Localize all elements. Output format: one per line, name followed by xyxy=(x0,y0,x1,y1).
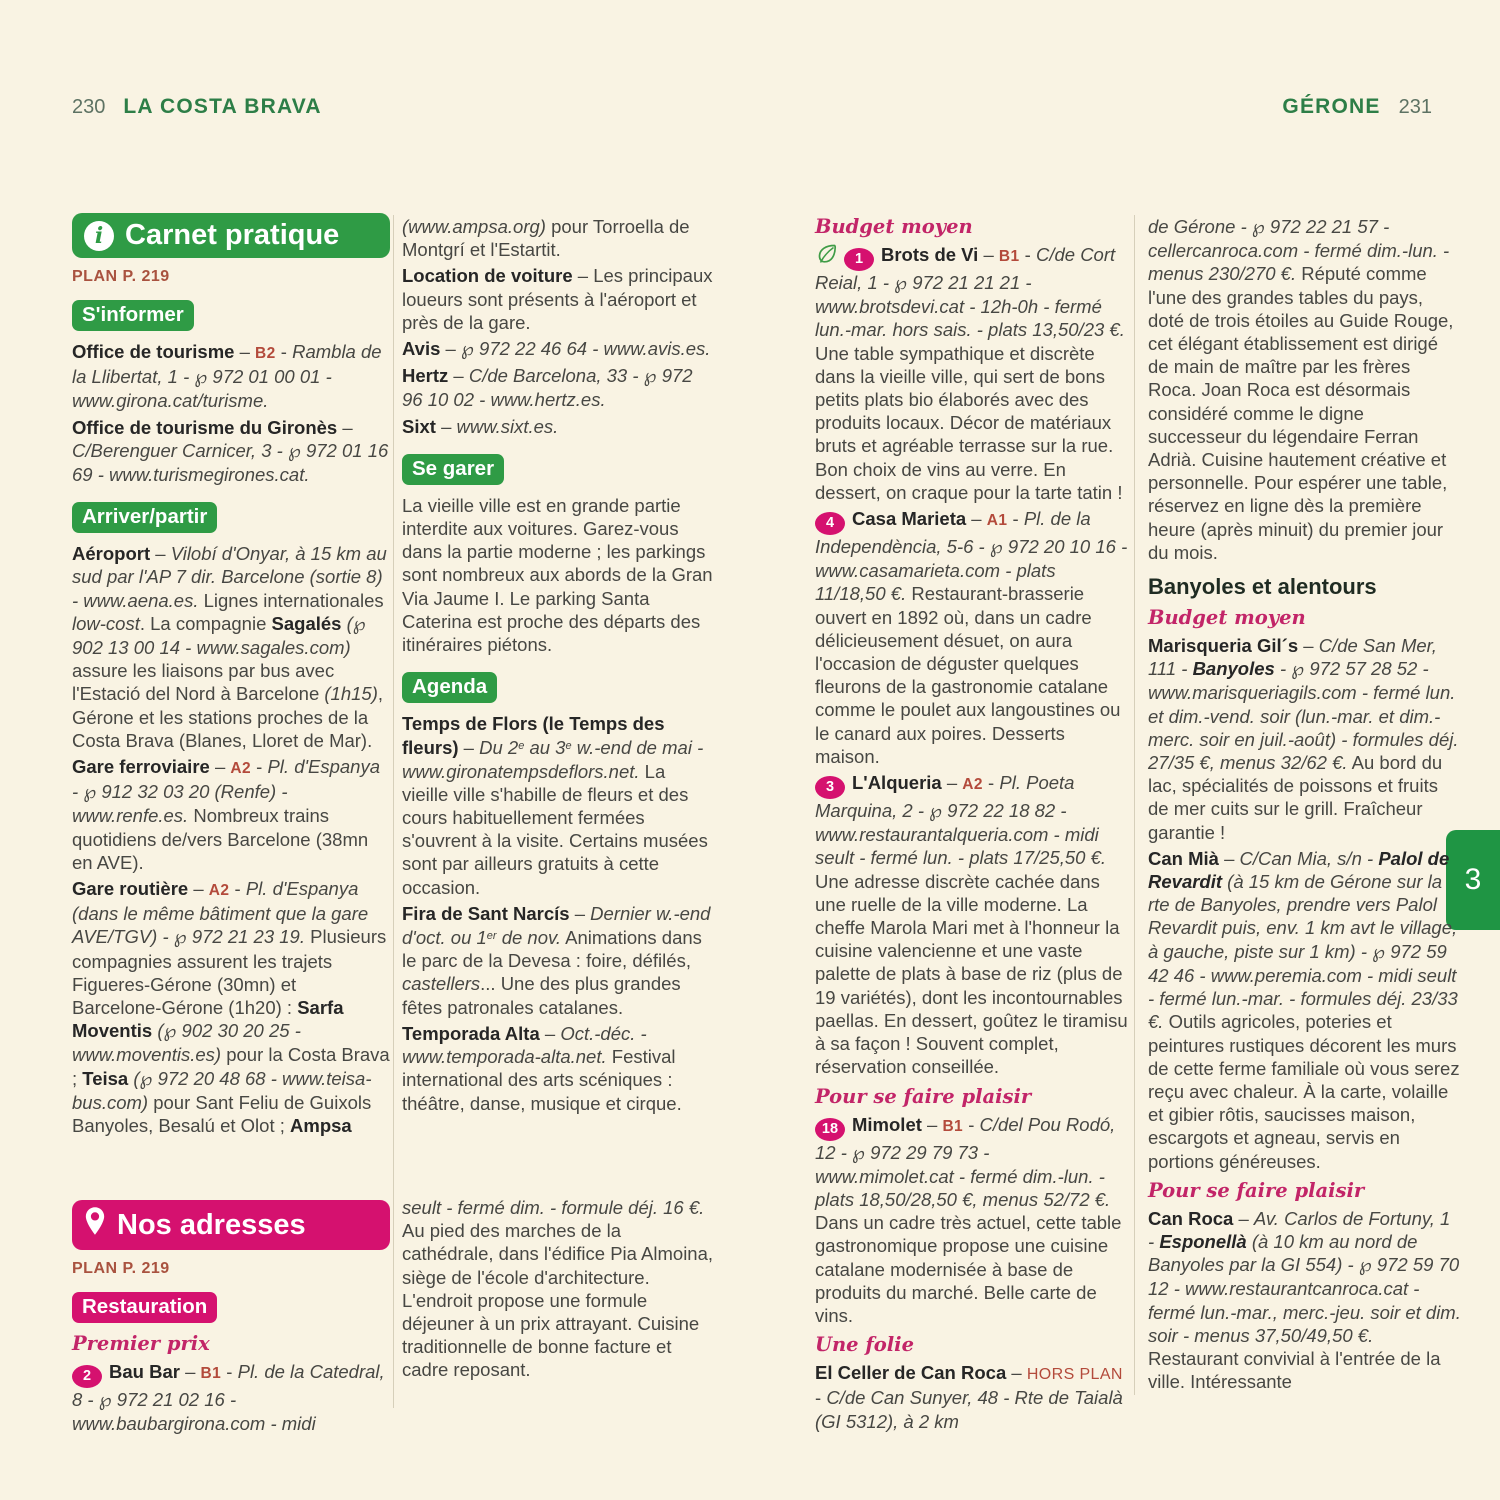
text-run: Pl. d'Espanya (dans le même bâtiment que la gare AVE/TGV) - xyxy=(72,878,369,948)
text-run: (à 15 km de Gérone sur la rte de Banyoles, prendre vers Palol Revardit puis, env. 1 km avt le village, à gauche, piste sur 1 km) - xyxy=(1148,871,1458,962)
entry-el-celler-suite xyxy=(1148,215,1461,564)
price-band-budget-moyen-2: Budget moyen xyxy=(1148,606,1306,630)
text-run: Teisa xyxy=(82,1067,129,1089)
section-tag-agenda: Agenda xyxy=(402,672,497,703)
text-run: A2 xyxy=(962,776,983,794)
text-run: – xyxy=(440,338,461,360)
text-run: - xyxy=(275,341,293,362)
entry-avis xyxy=(402,337,714,361)
column-2 xyxy=(402,215,714,1118)
text-run: Festival international des arts scéniques : théâtre, danse, musique et cirque. xyxy=(402,1046,682,1114)
text-run: C/de Barcelona, 33 - xyxy=(468,365,644,387)
text-run: , Gérone et les stations proches de la Costa Brava (Blanes, Lloret de Mar). xyxy=(72,683,384,751)
map-number-badge: 1 xyxy=(844,248,874,271)
text-run: de Gérone - xyxy=(1148,216,1252,237)
text-run: La vieille ville s'habille de fleurs et des cours habituellement fermées s'ouvrent à la visite. Certains musées sont par ailleurs gratuits à cette occasion. xyxy=(402,760,708,898)
text-run: (1h15) xyxy=(324,683,378,705)
entry-gare-ferroviaire xyxy=(72,755,390,874)
plan-reference: PLAN P. 219 xyxy=(72,268,170,285)
text-run: – xyxy=(458,737,480,759)
text-run: - xyxy=(251,756,268,778)
entry-location-de-voiture xyxy=(402,264,714,334)
phone-icon: ℘ xyxy=(163,1021,177,1043)
page-number-left: 230 xyxy=(72,96,106,118)
entry-ampsa-suite xyxy=(402,215,714,261)
text-run: C/del Pou Rodó, 12 - xyxy=(815,1113,1116,1163)
text-run: Pl. de la Independència, 5-6 - xyxy=(815,508,1091,558)
phone-icon: ℘ xyxy=(929,801,943,823)
text-run: 972 22 46 64 - www.avis.es. xyxy=(473,338,711,360)
section-sinformer xyxy=(72,300,390,331)
text-run: 972 29 79 73 - www.mimolet.cat - fermé dim.-lun. - plats 18,50/28,50 €, menus 52/72 €. xyxy=(815,1141,1111,1210)
text-run: assure les liaisons par bus avec l'Estació del Nord à Barcelone xyxy=(72,660,335,705)
entry-gare-routiere xyxy=(72,877,390,1137)
text-run: Une table sympathique et discrète dans la vieille ville, qui sert de bons petits plats bio élaborés avec des produits locaux. Décor de matériaux bruts et agréable terrasse sur la rue. Bon choix de vins au verre. En dessert, on craque pour la tarte tatin ! xyxy=(815,342,1123,503)
text-run: 972 21 21 21 - www.brotsdevi.cat - 12h-0h - fermé lun.-mar. hors sais. - plats 13,50/23 €. xyxy=(815,272,1125,341)
text-run: – xyxy=(337,416,353,438)
map-number-badge: 3 xyxy=(815,776,845,799)
text-run: Mimolet xyxy=(852,1113,922,1135)
text-run: Au bord du lac, spécialités de poissons et fruits de mer cuits sur le grill. Fraîcheur garantie ! xyxy=(1148,752,1443,843)
organic-leaf-icon xyxy=(815,243,839,270)
text-run: Nombreux trains quotidiens de/vers Barcelone (38mn en AVE). xyxy=(72,805,369,873)
entry-brots-de-vi xyxy=(815,243,1128,504)
text-run: Sagalés xyxy=(271,612,342,634)
column-divider-left-page xyxy=(393,215,394,1408)
text-run: Une adresse discrète cachée dans une ruelle de la ville moderne. La cheffe Marola Mari met à l'honneur la cuisine valencienne et une vaste palette de plats à base de riz (plus de 19 variétés), dont les incontournables paellas. En dessert, goûtez le tiramisu à sa façon ! Souvent complet, réservation conseillée. xyxy=(815,870,1128,1078)
text-run: – xyxy=(1298,635,1319,657)
text-run: Marisqueria Gil´s xyxy=(1148,635,1299,657)
running-head-right xyxy=(1282,95,1432,119)
phone-icon: ℘ xyxy=(460,339,474,361)
text-run: Aéroport xyxy=(72,543,151,565)
text-run: pour Sant Feliu de Guixols Banyoles, Besalú et Olot ; xyxy=(72,1091,372,1137)
phone-icon: ℘ xyxy=(1251,217,1265,238)
text-run: Plusieurs compagnies assurent les trajets Figueres-Gérone (30mn) et Barcelone-Gérone (1h20) : xyxy=(72,926,387,1019)
text-run: Casa Marieta xyxy=(852,508,967,530)
column-divider-right-page xyxy=(1134,215,1135,1395)
section-se-garer xyxy=(402,454,714,485)
text-run: 972 20 10 16 - www.casamarieta.com - plats 11/18,50 €. xyxy=(815,536,1128,605)
entry-can-mia xyxy=(1148,847,1461,1173)
text-run: Palol de Revardit xyxy=(1148,847,1450,893)
text-run: – xyxy=(539,1022,561,1044)
chapter-tab-number: 3 xyxy=(1464,863,1482,896)
entry-office-tourisme-girones xyxy=(72,416,390,487)
text-run: - xyxy=(963,1113,980,1135)
phone-icon: ℘ xyxy=(173,927,187,949)
text-run: - xyxy=(1019,244,1036,265)
text-run: Av. Carlos de Fortuny, 1 - xyxy=(1148,1207,1451,1252)
text-run: 972 20 48 68 - www.teisa-bus.com) xyxy=(72,1067,372,1113)
entry-aeroport xyxy=(72,542,390,752)
area-heading-banyoles: Banyoles et alentours xyxy=(1148,574,1377,600)
text-run: C/de Can Sunyer, 48 - Rte de Taialà (GI 5312), à 2 km xyxy=(815,1387,1123,1432)
section-tag-restauration: Restauration xyxy=(72,1292,217,1323)
entry-el-celler-de-can-roca xyxy=(815,1361,1128,1433)
column-3 xyxy=(815,215,1128,1436)
map-number-badge: 2 xyxy=(72,1365,102,1388)
text-run: Vilobí d'Onyar, à 15 km au sud par l'AP 7 dir. Barcelone (sortie 8) - www.aena.es. xyxy=(72,543,387,611)
text-run: 902 30 20 25 - www.moventis.es) xyxy=(72,1020,301,1066)
text-run: - xyxy=(221,1361,238,1382)
text-run: (à 10 km au nord de Banyoles par la GI 554) - xyxy=(1148,1230,1418,1276)
entry-se-garer-text xyxy=(402,494,714,656)
text-run: Au pied des marches de la cathédrale, dans l'édifice Pia Almoina, siège de l'école d'architecture. L'endroit propose une formule déjeuner à un prix attrayant. Cuisine traditionnelle de bonne facture et cadre reposant. xyxy=(402,1220,714,1381)
phone-icon: ℘ xyxy=(139,1068,153,1090)
text-run: C/de Cort Reial, 1 - xyxy=(815,244,1116,293)
text-run: 972 22 21 57 - cellercanroca.com - fermé dim.-lun. - menus 230/270 €. xyxy=(1148,216,1450,285)
text-run: castellers xyxy=(402,973,481,995)
text-run: e xyxy=(518,740,525,753)
text-run: 972 22 18 82 - www.restaurantalqueria.com - midi seult - fermé lun. - plats 17/25,50 €. xyxy=(815,800,1107,869)
text-run: Du 2 xyxy=(479,737,519,759)
page-number-right: 231 xyxy=(1398,96,1432,118)
phone-icon: ℘ xyxy=(894,273,908,294)
entry-office-de-tourisme xyxy=(72,340,390,413)
text-run: au 3 xyxy=(524,737,566,759)
entry-temporada-alta xyxy=(402,1022,714,1115)
column-nos-adresses xyxy=(72,1200,390,1438)
text-run: Gare ferroviaire xyxy=(72,756,210,778)
text-run: Gare routière xyxy=(72,878,189,900)
text-run: w.-end de mai - www.gironatempsdeflors.net. xyxy=(402,737,704,782)
nos-adresses-banner-label: Nos adresses xyxy=(117,1208,306,1241)
text-run: A2 xyxy=(230,760,252,778)
text-run: www.sixt.es. xyxy=(456,415,559,437)
carnet-pratique-banner xyxy=(72,213,390,258)
entry-hertz xyxy=(402,364,714,411)
text-run: Pl. d'Espanya - xyxy=(72,756,381,803)
text-run: – xyxy=(188,878,209,900)
map-number-badge: 4 xyxy=(815,512,845,535)
phone-icon: ℘ xyxy=(852,1142,865,1164)
text-run: – xyxy=(569,902,591,924)
text-run: El Celler de Can Roca xyxy=(815,1362,1007,1384)
plan-reference-2: PLAN P. 219 xyxy=(72,1260,170,1277)
text-run: Lignes internationales xyxy=(198,589,384,611)
text-run: Sixt xyxy=(402,415,436,437)
text-run: 972 96 10 02 - www.hertz.es. xyxy=(402,365,693,411)
text-run: Esponellà xyxy=(1159,1230,1247,1252)
text-run: Ampsa xyxy=(290,1115,352,1137)
map-number-badge: 18 xyxy=(815,1118,845,1141)
text-run: Fira de Sant Narcís xyxy=(402,902,570,924)
chapter-title-right: GÉRONE xyxy=(1282,95,1381,118)
phone-icon: ℘ xyxy=(194,367,208,389)
text-run: Dernier w.-end d'oct. ou 1 xyxy=(402,902,711,949)
text-run: B1 xyxy=(998,248,1020,265)
text-run: 902 13 00 14 - www.sagales.com) xyxy=(72,637,351,659)
text-run: 972 01 16 69 - www.turismegirones.cat. xyxy=(72,439,389,486)
text-run: HORS PLAN xyxy=(1026,1366,1123,1384)
phone-icon: ℘ xyxy=(287,440,301,462)
text-run: – xyxy=(978,244,999,265)
text-run: Hertz xyxy=(402,365,449,387)
section-restauration xyxy=(72,1292,390,1323)
price-band-pour-se-faire-plaisir-2: Pour se faire plaisir xyxy=(1148,1178,1365,1202)
text-run: C/Can Mia, s/n - xyxy=(1239,847,1379,869)
section-tag-se-garer: Se garer xyxy=(402,454,504,485)
text-run: Restaurant convivial à l'entrée de la ville. Intéressante xyxy=(1148,1347,1441,1393)
text-run: Location de voiture xyxy=(402,265,573,287)
text-run: Can Roca xyxy=(1148,1207,1234,1229)
text-run: - xyxy=(982,772,1000,794)
text-run: - xyxy=(1007,508,1024,530)
entry-sixt xyxy=(402,415,714,438)
text-run: - xyxy=(1274,658,1292,680)
chapter-title-left: LA COSTA BRAVA xyxy=(123,95,322,118)
price-band-premier-prix: Premier prix xyxy=(72,1332,210,1355)
text-run: – xyxy=(921,1113,943,1135)
text-run: - xyxy=(815,1387,827,1409)
text-run: B1 xyxy=(942,1117,964,1135)
phone-icon: ℘ xyxy=(352,613,366,635)
text-run: ( xyxy=(341,612,353,634)
text-run: er xyxy=(486,930,497,943)
text-run: . La compagnie xyxy=(139,612,272,634)
text-run: – xyxy=(435,415,457,437)
text-run: C/de San Mer, 111 - xyxy=(1148,635,1437,680)
section-tag-sinformer: S'informer xyxy=(72,300,194,331)
entry-fira-de-sant-narcis xyxy=(402,902,714,1019)
text-run: Banyoles xyxy=(1192,658,1275,680)
text-run: – xyxy=(966,508,987,530)
text-run: e xyxy=(565,740,572,753)
text-run: - xyxy=(229,878,246,900)
entry-casa-marieta xyxy=(815,507,1128,768)
entry-bau-bar xyxy=(72,1360,390,1435)
text-run: – xyxy=(1218,847,1240,869)
text-run: Réputé comme l'une des grandes tables du pays, doté de trois étoiles au Guide Rouge, cet élégant établissement est dirigé de main de maître par les frères Roca. Joan Roca est désormais considéré comme le digne successeur du légendaire Ferran Adrià. Cuisine hautement créative et personnelle. Pour espérer une table, réservez en ligne dès la première heure (après minuit) du premier jour du mois. xyxy=(1148,263,1454,563)
text-run: ( xyxy=(128,1067,140,1089)
text-run: Temporada Alta xyxy=(402,1022,540,1044)
text-run: 972 59 42 46 - www.peremia.com - midi seult - fermé lun.-mar. - formules déj. 23/33 €. xyxy=(1148,940,1458,1033)
entry-alqueria xyxy=(815,771,1128,1078)
text-run: 972 21 23 19. xyxy=(186,926,305,948)
phone-icon: ℘ xyxy=(989,537,1003,559)
text-run: B2 xyxy=(255,345,276,362)
entry-bau-bar-suite xyxy=(402,1196,714,1382)
text-run: low-cost xyxy=(72,612,140,634)
section-tag-arriver-partir: Arriver/partir xyxy=(72,502,217,533)
text-run: 972 57 28 52 - www.marisqueriagils.com - fermé lun. et dim.-vend. soir (lun.-mar. et dim.-merc. soir en juil.-août) - formules déj. 27/35 €, menus 32/62 €. xyxy=(1148,658,1459,774)
column-4 xyxy=(1148,215,1461,1396)
text-run: Temps de Flors (le Temps des fleurs) xyxy=(402,713,665,759)
entry-can-roca xyxy=(1148,1207,1461,1394)
text-run: L'Alqueria xyxy=(852,772,942,794)
text-run: Oct.-déc. - www.temporada-alta.net. xyxy=(402,1022,647,1068)
entry-marisqueria-gils xyxy=(1148,634,1461,844)
text-run: C/Berenguer Carnicer, 3 - xyxy=(72,439,288,461)
phone-icon: ℘ xyxy=(1358,1255,1372,1277)
info-icon: i xyxy=(84,221,114,251)
phone-icon: ℘ xyxy=(98,1390,112,1411)
entry-temps-de-flors xyxy=(402,712,714,899)
text-run: Animations dans le parc de la Devesa : foire, défilés, xyxy=(402,927,702,972)
price-band-pour-se-faire-plaisir: Pour se faire plaisir xyxy=(815,1084,1032,1108)
phone-icon: ℘ xyxy=(643,366,657,388)
phone-icon: ℘ xyxy=(1372,941,1386,963)
price-band-une-folie: Une folie xyxy=(815,1333,914,1357)
column-2-bottom xyxy=(402,1196,714,1385)
section-agenda xyxy=(402,672,714,703)
phone-icon: ℘ xyxy=(1291,659,1305,681)
text-run: – xyxy=(1006,1362,1027,1384)
text-run: Office de tourisme du Gironès xyxy=(72,416,338,438)
text-run: Bau Bar xyxy=(109,1361,180,1382)
nos-adresses-banner xyxy=(72,1200,390,1250)
text-run: Sarfa Moventis xyxy=(72,997,344,1042)
text-run: Pl. de la Catedral, 8 - xyxy=(72,1361,385,1410)
text-run: 972 59 70 12 - www.restaurantcanroca.cat - fermé lun.-mar., merc.-jeu. soir et dim. soir - menus 37,50/49,50 €. xyxy=(1148,1254,1461,1346)
text-run: ( xyxy=(152,1020,164,1042)
text-run: – xyxy=(234,341,256,362)
text-run: La vieille ville est en grande partie interdite aux voitures. Garez-vous dans la partie moderne ; les parkings sont nombreux aux abords de la Gran Via Jaume I. Le parking Santa Caterina est proche des départs des itinéraires piétons. xyxy=(402,494,713,656)
running-head-left xyxy=(72,95,322,119)
text-run: – Les principaux loueurs sont présents à l'aéroport et près de la gare. xyxy=(402,265,713,333)
text-run: de nov. xyxy=(496,927,562,949)
text-run: 972 21 02 16 - www.baubargirona.com - midi xyxy=(72,1389,316,1435)
text-run: Can Mià xyxy=(1148,847,1219,869)
text-run: Brots de Vi xyxy=(881,244,979,265)
text-run: – xyxy=(150,543,171,565)
text-run: 972 01 00 01 - www.girona.cat/turisme. xyxy=(72,366,332,412)
text-run: Avis xyxy=(402,338,441,360)
text-run: (www.ampsa.org) xyxy=(402,216,546,237)
text-run: ... Une des plus grandes fêtes patronales catalanes. xyxy=(402,973,681,1018)
text-run: A2 xyxy=(208,882,230,900)
text-run: – xyxy=(1233,1207,1254,1229)
text-run: B1 xyxy=(200,1365,222,1382)
text-run: Rambla de la Llibertat, 1 - xyxy=(72,341,382,388)
text-run: – xyxy=(179,1361,201,1382)
text-run: pour Torroella de Montgrí et l'Estartit. xyxy=(402,216,690,261)
text-run: Outils agricoles, poteries et peintures rustiques décorent les murs de cette ferme familiale où vous serez reçu avec chaleur. À la carte, volaille et gibier rôtis, saucisses maison, escargots et agneau, servis en portions généreuses. xyxy=(1148,1011,1460,1172)
text-run: A1 xyxy=(986,512,1008,530)
text-run: Restaurant-brasserie ouvert en 1892 où, dans un cadre délicieusement désuet, on aura l'occasion de déguster quelques fleurons de la gastronomie catalane comme le poulet aux langoustines ou le canard aux poires. Desserts maison. xyxy=(815,583,1121,767)
text-run: – xyxy=(941,772,963,794)
text-run: Office de tourisme xyxy=(72,341,235,362)
location-pin-icon xyxy=(84,1206,106,1244)
text-run: Dans un cadre très actuel, cette table gastronomique propose une cuisine catalane modernisée à base de produits du marché. Belle carte de vins. xyxy=(815,1212,1122,1326)
text-run: Pl. Poeta Marquina, 2 - xyxy=(815,772,1075,822)
text-run: – xyxy=(209,756,231,778)
text-run: pour la Costa Brava ; xyxy=(72,1044,390,1089)
text-run: 912 32 03 20 (Renfe) - www.renfe.es. xyxy=(72,781,288,827)
column-carnet-pratique xyxy=(72,213,390,1140)
section-arriver-partir xyxy=(72,502,390,533)
text-run: – xyxy=(448,365,469,387)
entry-mimolet xyxy=(815,1113,1128,1328)
price-band-budget-moyen: Budget moyen xyxy=(815,215,973,238)
phone-icon: ℘ xyxy=(83,782,97,804)
carnet-pratique-banner-label: Carnet pratique xyxy=(125,219,340,251)
text-run: seult - fermé dim. - formule déj. 16 €. xyxy=(402,1197,705,1218)
